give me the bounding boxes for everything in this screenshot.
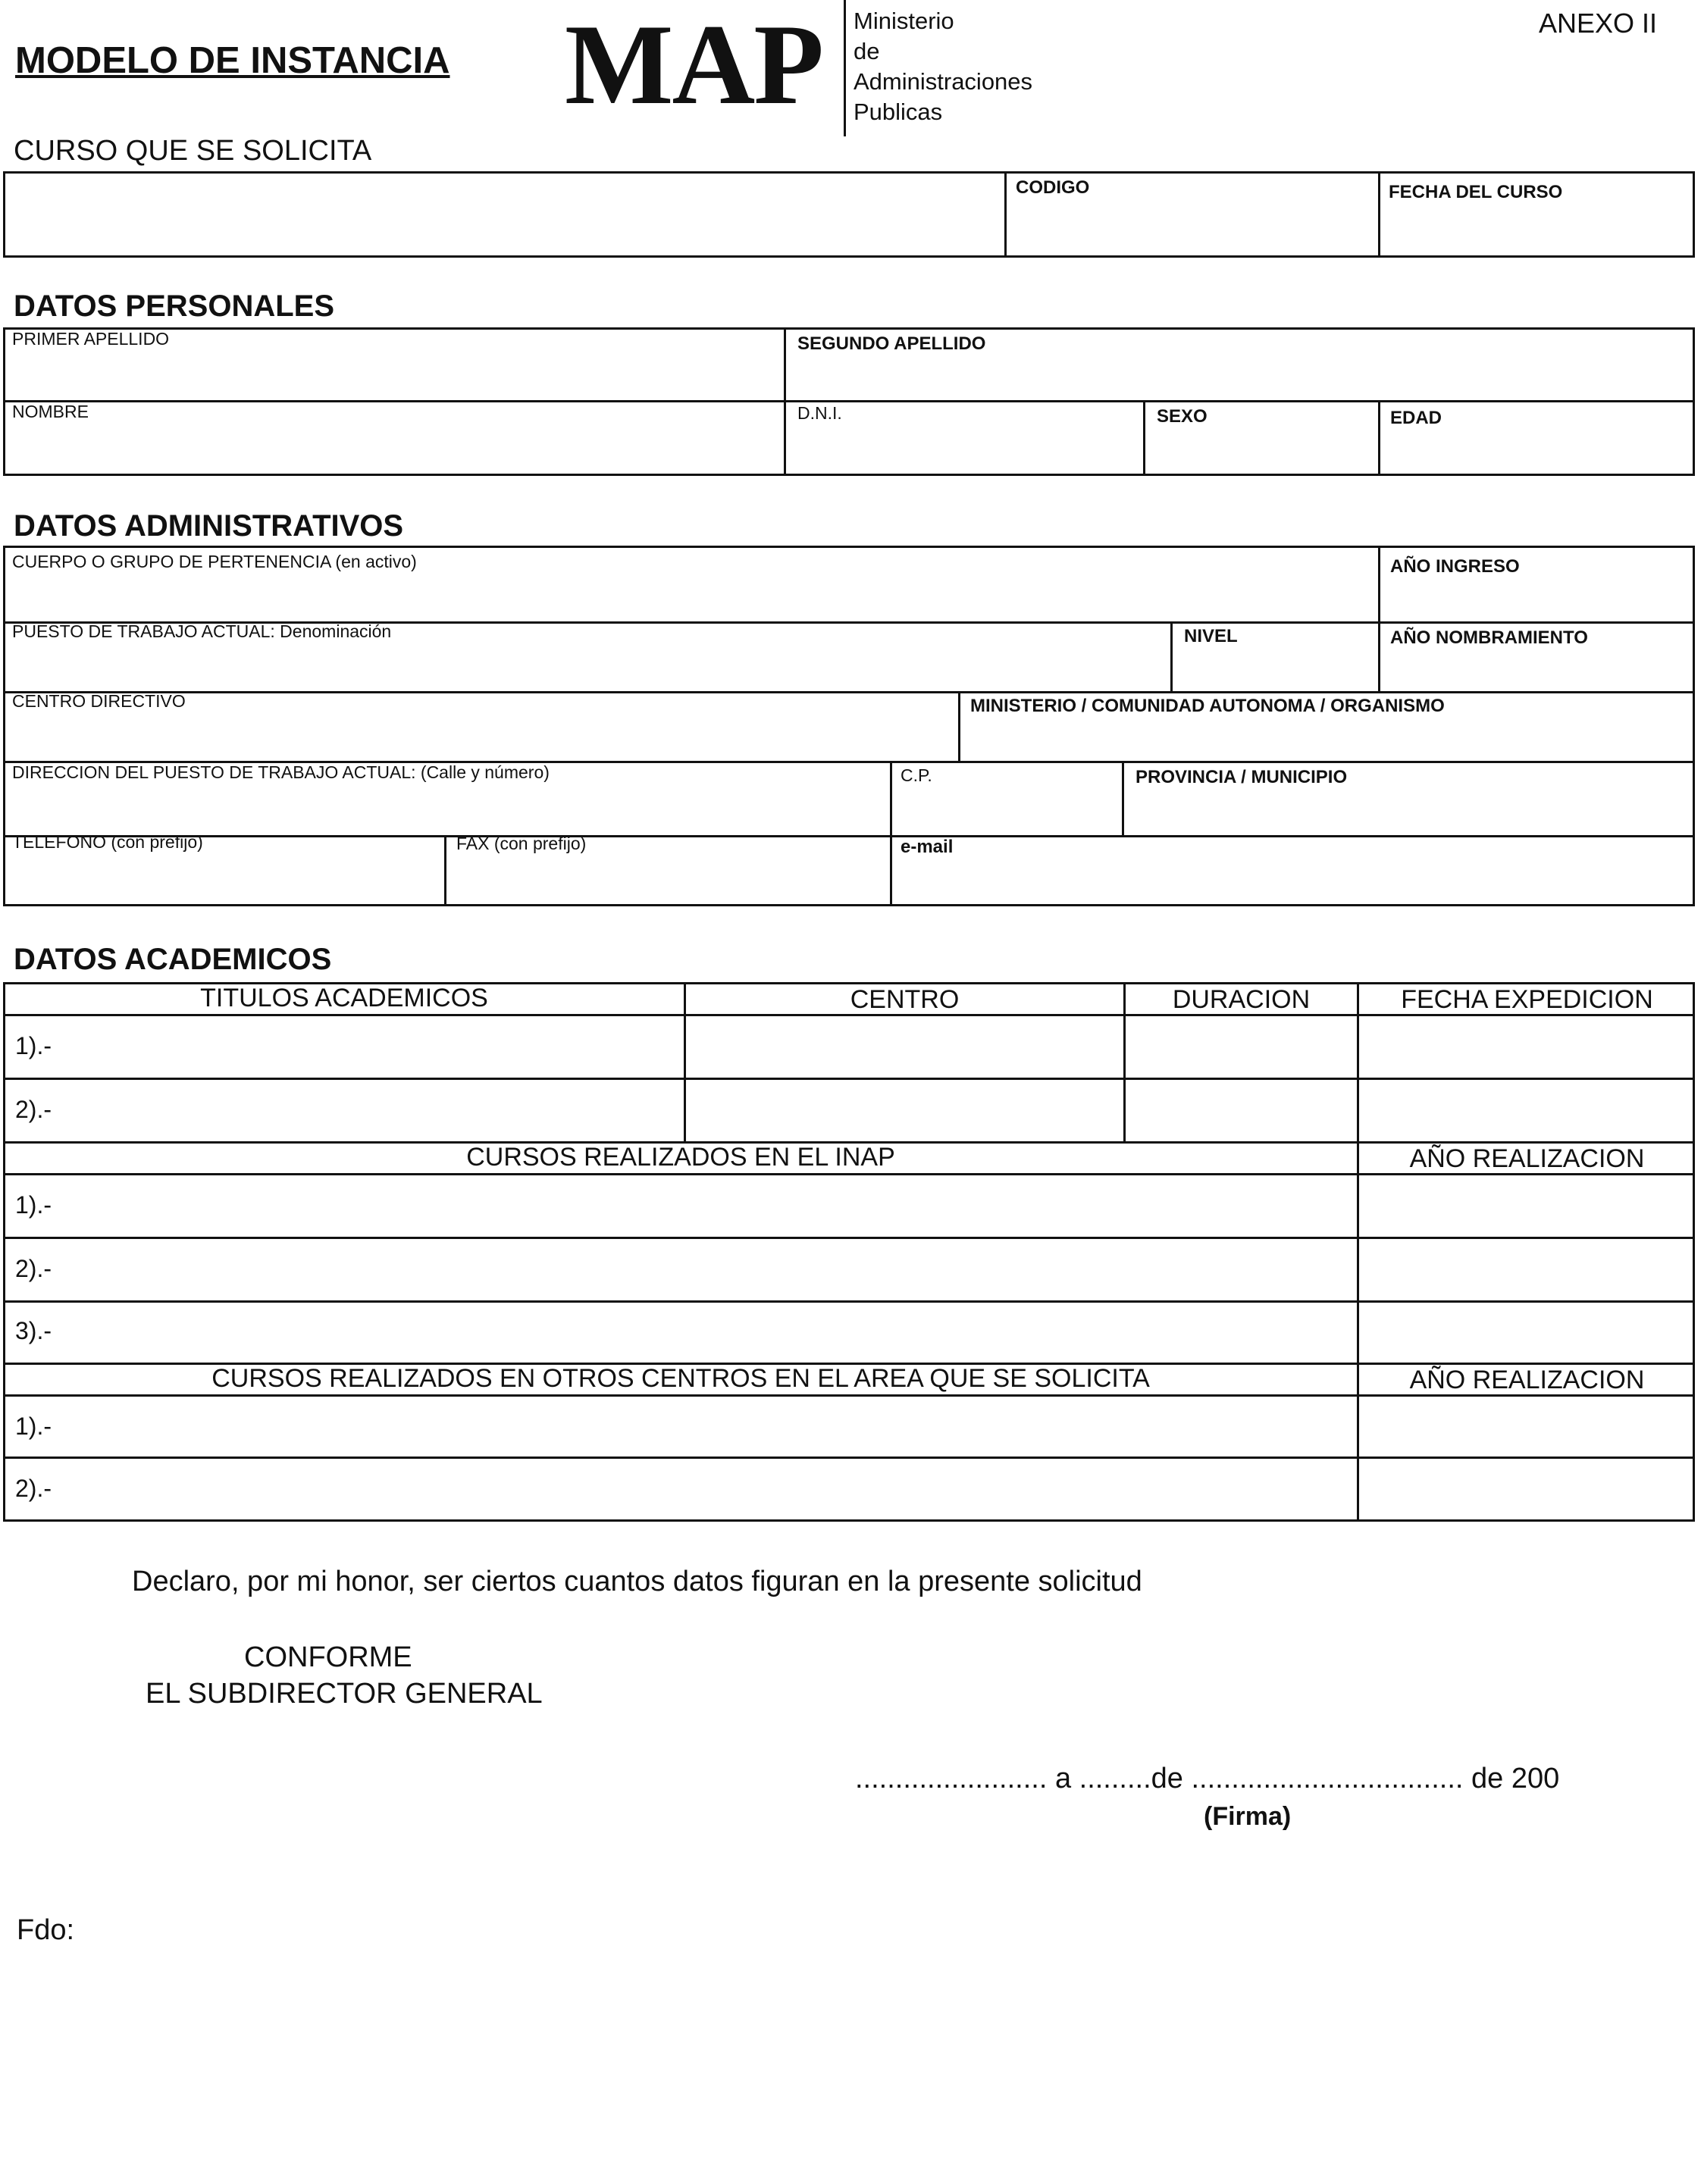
- firma-label: (Firma): [1204, 1802, 1292, 1831]
- titulo-row-2-label: 2).-: [15, 1096, 52, 1123]
- edad-label: EDAD: [1390, 408, 1442, 428]
- inap-ano-1-field[interactable]: [1360, 1176, 1692, 1235]
- centro-2-field[interactable]: [687, 1081, 1122, 1140]
- subdirector-text: EL SUBDIRECTOR GENERAL: [146, 1678, 543, 1710]
- form-title: MODELO DE INSTANCIA: [15, 40, 450, 81]
- academicos-heading: DATOS ACADEMICOS: [14, 943, 332, 976]
- otros-year-header: AÑO REALIZACION: [1409, 1366, 1645, 1394]
- fecha-curso-label: FECHA DEL CURSO: [1389, 182, 1563, 202]
- fax-label: FAX (con prefijo): [456, 834, 587, 853]
- divider: [1122, 761, 1124, 835]
- divider: [784, 327, 786, 476]
- fecha-expedicion-1-field[interactable]: [1360, 1017, 1692, 1076]
- table-divider: [3, 1300, 1695, 1303]
- sexo-label: SEXO: [1157, 406, 1208, 427]
- divider: [3, 835, 1695, 837]
- inap-curso-1-field[interactable]: [68, 1176, 1355, 1235]
- logo-divider: [844, 0, 846, 136]
- titulo-1-field[interactable]: [68, 1017, 682, 1076]
- nombre-field[interactable]: [6, 403, 782, 473]
- divider: [444, 835, 446, 906]
- otros-header: CURSOS REALIZADOS EN OTROS CENTROS EN EL AREA QUE SE SOLICITA: [211, 1364, 1150, 1393]
- ministry-line-1: Ministerio: [854, 8, 954, 34]
- col-titulos-header: TITULOS ACADEMICOS: [200, 984, 488, 1012]
- divider: [1378, 546, 1380, 691]
- divider: [3, 400, 1695, 402]
- inap-row-2-label: 2).-: [15, 1255, 52, 1282]
- divider: [958, 691, 960, 761]
- col-centro-header: CENTRO: [850, 985, 960, 1014]
- titulo-2-field[interactable]: [68, 1081, 682, 1140]
- inap-row-3-label: 3).-: [15, 1317, 52, 1344]
- ministry-line-2: de: [854, 38, 880, 64]
- otros-curso-2-field[interactable]: [68, 1460, 1355, 1519]
- duracion-2-field[interactable]: [1126, 1081, 1355, 1140]
- ministry-line-3: Administraciones: [854, 68, 1033, 95]
- conforme-text: CONFORME: [244, 1641, 412, 1673]
- provincia-label: PROVINCIA / MUNICIPIO: [1135, 767, 1348, 787]
- centro-1-field[interactable]: [687, 1017, 1122, 1076]
- curso-heading: CURSO QUE SE SOLICITA: [14, 135, 372, 167]
- otros-ano-2-field[interactable]: [1360, 1460, 1692, 1519]
- inap-ano-3-field[interactable]: [1360, 1303, 1692, 1361]
- divider: [1378, 171, 1380, 258]
- email-field[interactable]: [894, 838, 1691, 903]
- divider: [890, 761, 892, 906]
- dni-label: D.N.I.: [797, 403, 842, 423]
- inap-year-header: AÑO REALIZACION: [1409, 1144, 1645, 1173]
- ministry-line-4: Publicas: [854, 99, 943, 125]
- nivel-label: NIVEL: [1184, 626, 1238, 646]
- date-line: ........................ a .........de .................................. de 200: [855, 1763, 1560, 1794]
- divider: [1378, 400, 1380, 476]
- inap-ano-2-field[interactable]: [1360, 1240, 1692, 1299]
- col-duracion-header: DURACION: [1172, 985, 1311, 1014]
- otros-row-1-label: 1).-: [15, 1413, 52, 1440]
- inap-row-1-label: 1).-: [15, 1191, 52, 1219]
- ministerio-label: MINISTERIO / COMUNIDAD AUTONOMA / ORGANISMO: [970, 696, 1445, 716]
- centro-directivo-label: CENTRO DIRECTIVO: [12, 691, 186, 711]
- inap-curso-2-field[interactable]: [68, 1240, 1355, 1299]
- inap-header: CURSOS REALIZADOS EN EL INAP: [466, 1143, 895, 1172]
- email-label: e-mail: [901, 837, 954, 857]
- table-divider: [3, 1078, 1695, 1080]
- codigo-label: CODIGO: [1016, 177, 1090, 198]
- direccion-label: DIRECCION DEL PUESTO DE TRABAJO ACTUAL: (Calle y número): [12, 762, 550, 782]
- cp-label: C.P.: [901, 765, 932, 785]
- cuerpo-label: CUERPO O GRUPO DE PERTENENCIA (en activo): [12, 552, 417, 571]
- curso-nombre-field[interactable]: [6, 174, 1002, 255]
- duracion-1-field[interactable]: [1126, 1017, 1355, 1076]
- primer-apellido-label: PRIMER APELLIDO: [12, 329, 170, 349]
- nombre-label: NOMBRE: [12, 402, 89, 421]
- titulo-row-1-label: 1).-: [15, 1032, 52, 1059]
- col-fecha-header: FECHA EXPEDICION: [1401, 985, 1653, 1014]
- fdo-label: Fdo:: [17, 1914, 75, 1946]
- declaration-text: Declaro, por mi honor, ser ciertos cuantos datos figuran en la presente solicitud: [132, 1566, 1142, 1597]
- table-divider: [1357, 982, 1359, 1522]
- telefono-label: TELEFONO (con prefijo): [12, 832, 203, 852]
- puesto-label: PUESTO DE TRABAJO ACTUAL: Denominación: [12, 621, 392, 641]
- divider: [3, 691, 1695, 693]
- annex-label: ANEXO II: [1539, 8, 1658, 39]
- otros-curso-1-field[interactable]: [68, 1397, 1355, 1455]
- divider: [1004, 171, 1007, 258]
- divider: [1143, 400, 1145, 476]
- map-logo: MAP: [565, 1, 823, 128]
- ano-nombramiento-label: AÑO NOMBRAMIENTO: [1390, 627, 1588, 648]
- administrativos-heading: DATOS ADMINISTRATIVOS: [14, 509, 404, 543]
- table-divider: [3, 1457, 1695, 1459]
- fecha-expedicion-2-field[interactable]: [1360, 1081, 1692, 1140]
- segundo-apellido-label: SEGUNDO APELLIDO: [797, 333, 986, 354]
- inap-curso-3-field[interactable]: [68, 1303, 1355, 1361]
- otros-ano-1-field[interactable]: [1360, 1397, 1692, 1455]
- personales-heading: DATOS PERSONALES: [14, 289, 335, 323]
- table-divider: [3, 1237, 1695, 1239]
- divider: [1170, 621, 1173, 691]
- otros-row-2-label: 2).-: [15, 1475, 52, 1502]
- ano-ingreso-label: AÑO INGRESO: [1390, 556, 1520, 577]
- ministry-name: [854, 6, 1032, 127]
